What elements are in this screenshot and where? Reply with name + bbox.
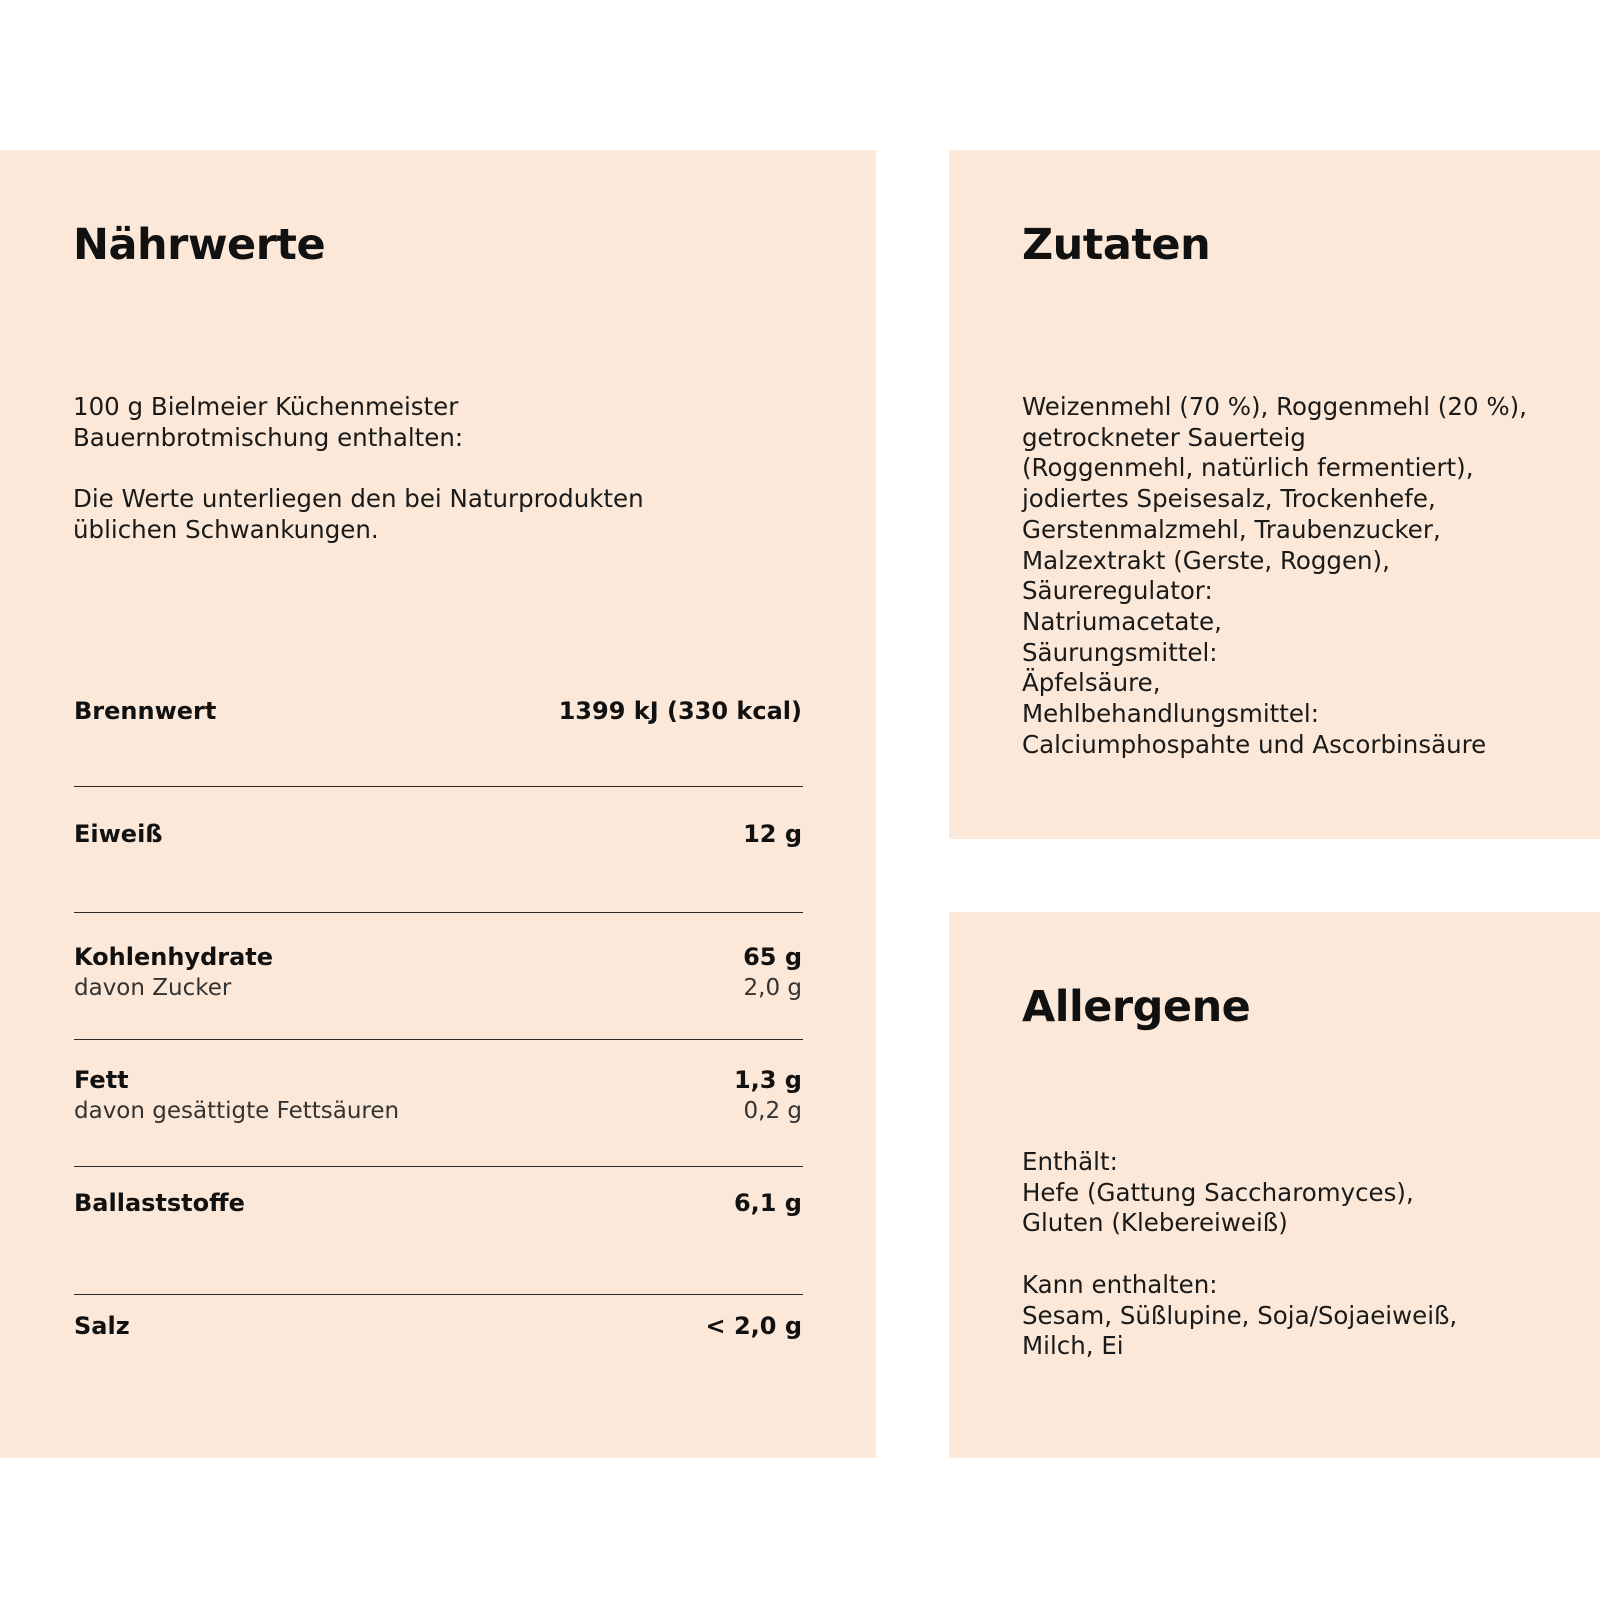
nutrient-name: Salz <box>74 1312 130 1340</box>
allergens-may-contain: Kann enthalten: Sesam, Süßlupine, Soja/Sojaeiweiß, Milch, Ei <box>1022 1270 1458 1361</box>
nutrition-title: Nährwerte <box>73 220 326 270</box>
allergens-contains: Enthält: Hefe (Gattung Saccharomyces), Gluten (Klebereiweiß) <box>1022 1147 1414 1238</box>
nutrient-sub-value: 0,2 g <box>743 1098 802 1124</box>
nutrition-row-salt <box>74 1311 802 1434</box>
nutrient-value: 65 g <box>743 943 802 971</box>
nutrient-sub-name: davon Zucker <box>74 975 232 1001</box>
nutrition-intro: 100 g Bielmeier Küchenmeister Bauernbrotmischung enthalten: <box>73 392 464 452</box>
nutrition-row-carbohydrates <box>74 942 802 1065</box>
ingredients-list: Weizenmehl (70 %), Roggenmehl (20 %), getrockneter Sauerteig (Roggenmehl, natürlich fermentiert), jodiertes Speisesalz, Trockenhefe, Gerstenmalzmehl, Traubenzucker, Malzextrakt (Gerste, Roggen), Säureregulator: Natriumacetate, Säurungsmittel: Äpfelsäure, Mehlbehandlungsmittel: Calciumphospahte und Ascorbinsäure <box>1022 392 1527 759</box>
nutrition-row-fiber <box>74 1188 802 1311</box>
nutrient-value: 1,3 g <box>733 1066 802 1094</box>
nutrition-panel <box>0 150 876 1458</box>
row-divider <box>74 1039 803 1040</box>
ingredients-panel <box>949 150 1600 839</box>
nutrient-name: Ballaststoffe <box>74 1189 245 1217</box>
nutrient-value: 12 g <box>743 820 802 848</box>
allergens-panel <box>949 912 1600 1458</box>
nutrient-name: Eiweiß <box>74 820 163 848</box>
nutrient-value: 6,1 g <box>733 1189 802 1217</box>
nutrient-sub-name: davon gesättigte Fettsäuren <box>74 1098 400 1124</box>
row-divider <box>74 912 803 913</box>
ingredients-title: Zutaten <box>1022 220 1211 270</box>
nutrient-value: 1399 kJ (330 kcal) <box>558 697 802 725</box>
nutrient-sub-value: 2,0 g <box>743 975 802 1001</box>
nutrient-name: Kohlenhydrate <box>74 943 274 971</box>
nutrition-row-fat <box>74 1065 802 1188</box>
nutrient-name: Brennwert <box>74 697 217 725</box>
nutrition-row-energy <box>74 696 802 819</box>
row-divider <box>74 1166 803 1167</box>
nutrition-note: Die Werte unterliegen den bei Naturprodukten üblichen Schwankungen. <box>73 484 644 544</box>
nutrition-row-protein <box>74 819 802 942</box>
row-divider <box>74 786 803 787</box>
nutrient-name: Fett <box>74 1066 129 1094</box>
allergens-title: Allergene <box>1022 982 1251 1032</box>
nutrient-value: < 2,0 g <box>705 1312 802 1340</box>
row-divider <box>74 1294 803 1295</box>
